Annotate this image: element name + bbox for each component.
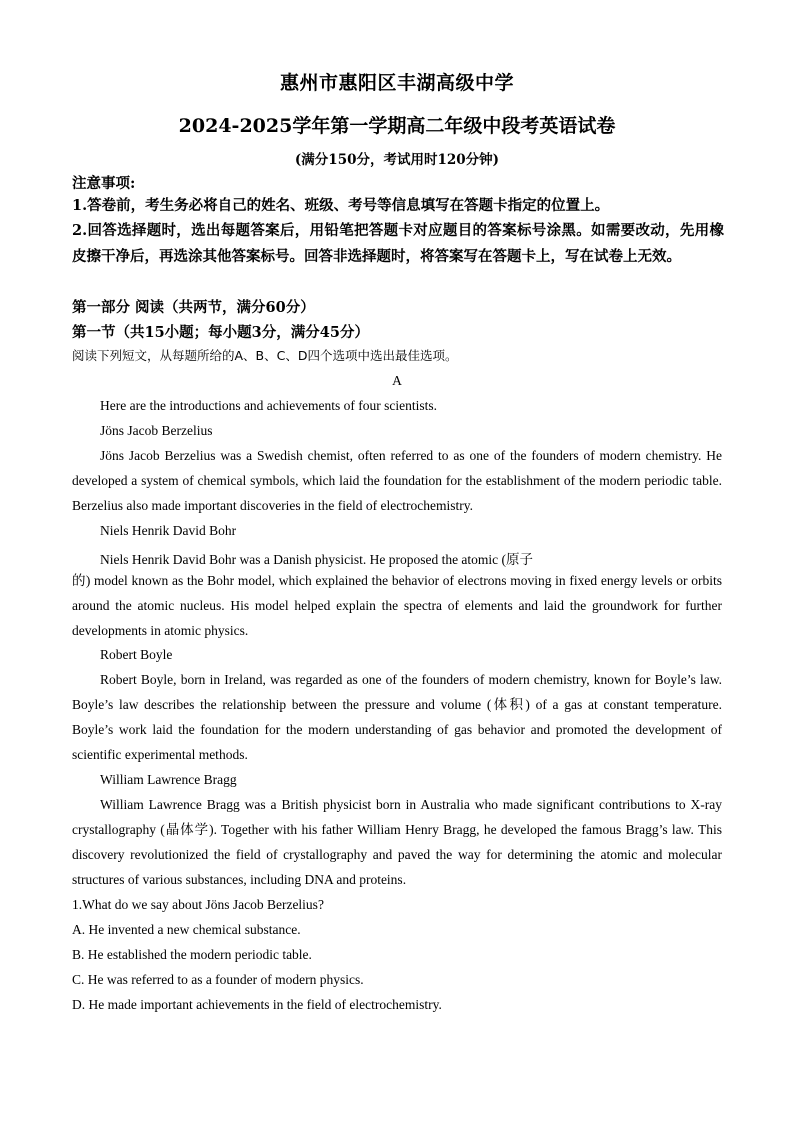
- scientist-name-boyle: Robert Boyle: [100, 647, 173, 662]
- score-info: (满分150分，考试用时120分钟): [294, 152, 500, 168]
- scientist-text-bragg: William Lawrence Bragg was a British physicist born in Australia who made significant contributions to X-ray crystallography (晶体学). Together with his father William Henry Bragg, he developed the famous Bragg’s law. This discovery revolutionized the field of crystallography and paved the way for determining the atomic and molecular structures of various substances, including DNA and proteins.: [72, 797, 722, 887]
- question-1-option-a: A. He invented a new chemical substance.: [72, 922, 301, 937]
- scientist-text-bohr-line1: Niels Henrik David Bohr was a Danish physicist. He proposed the atomic (原子: [100, 552, 534, 567]
- scientist-text-boyle: Robert Boyle, born in Ireland, was regarded as one of the founders of modern chemistry, known for Boyle’s law. Boyle’s law describes the relationship between the pressure and volume (体积) of a gas at constant temperature. Boyle’s work laid the foundation for the modern understanding of gas behavior and promoted the development of scientific experimental methods.: [72, 672, 722, 762]
- question-1-option-c: C. He was referred to as a founder of modern physics.: [72, 972, 364, 987]
- passage-intro: Here are the introductions and achievements of four scientists.: [100, 398, 438, 413]
- question-1-option-d: D. He made important achievements in the field of electrochemistry.: [72, 997, 442, 1012]
- notes-heading: 注意事项:: [72, 175, 136, 192]
- part1-heading: 第一部分 阅读（共两节，满分60分）: [72, 299, 315, 316]
- scientist-name-bragg: William Lawrence Bragg: [100, 772, 237, 787]
- notes-item-2: 2.回答选择题时，选出每题答案后，用铅笔把答题卡对应题目的答案标号涂黑。如需要改动，先用橡皮擦干净后，再选涂其他答案标号。回答非选择题时，将答案写在答题卡上，写在试卷上无效。: [72, 222, 724, 265]
- question-1-option-b: B. He established the modern periodic table.: [72, 947, 312, 962]
- exam-title: 2024-2025学年第一学期高二年级中段考英语试卷: [178, 115, 616, 137]
- school-name: 惠州市惠阳区丰湖高级中学: [279, 72, 514, 94]
- passage-label: A: [392, 373, 402, 388]
- reading-instruction: 阅读下列短文，从每题所给的A、B、C、D四个选项中选出最佳选项。: [72, 348, 458, 363]
- scientist-text-bohr: 的) model known as the Bohr model, which explained the behavior of electrons moving in fixed energy levels or orbits around the atomic nucleus. His model helped explain the spectra of elements and laid the groundwork for further developments in atomic physics.: [72, 573, 722, 638]
- notes-item-1: 1.答卷前，考生务必将自己的姓名、班级、考号等信息填写在答题卡指定的位置上。: [72, 197, 610, 214]
- scientist-name-berzelius: Jöns Jacob Berzelius: [100, 423, 213, 438]
- scientist-text-berzelius: Jöns Jacob Berzelius was a Swedish chemist, often referred to as one of the founders of modern chemistry. He developed a system of chemical symbols, which laid the foundation for the establishment of the modern periodic table. Berzelius also made important discoveries in the field of electrochemistry.: [72, 448, 722, 513]
- question-1-stem: 1.What do we say about Jöns Jacob Berzelius?: [72, 897, 324, 912]
- scientist-name-bohr: Niels Henrik David Bohr: [100, 523, 237, 538]
- section1-heading: 第一节（共15小题；每小题3分，满分45分）: [72, 324, 369, 341]
